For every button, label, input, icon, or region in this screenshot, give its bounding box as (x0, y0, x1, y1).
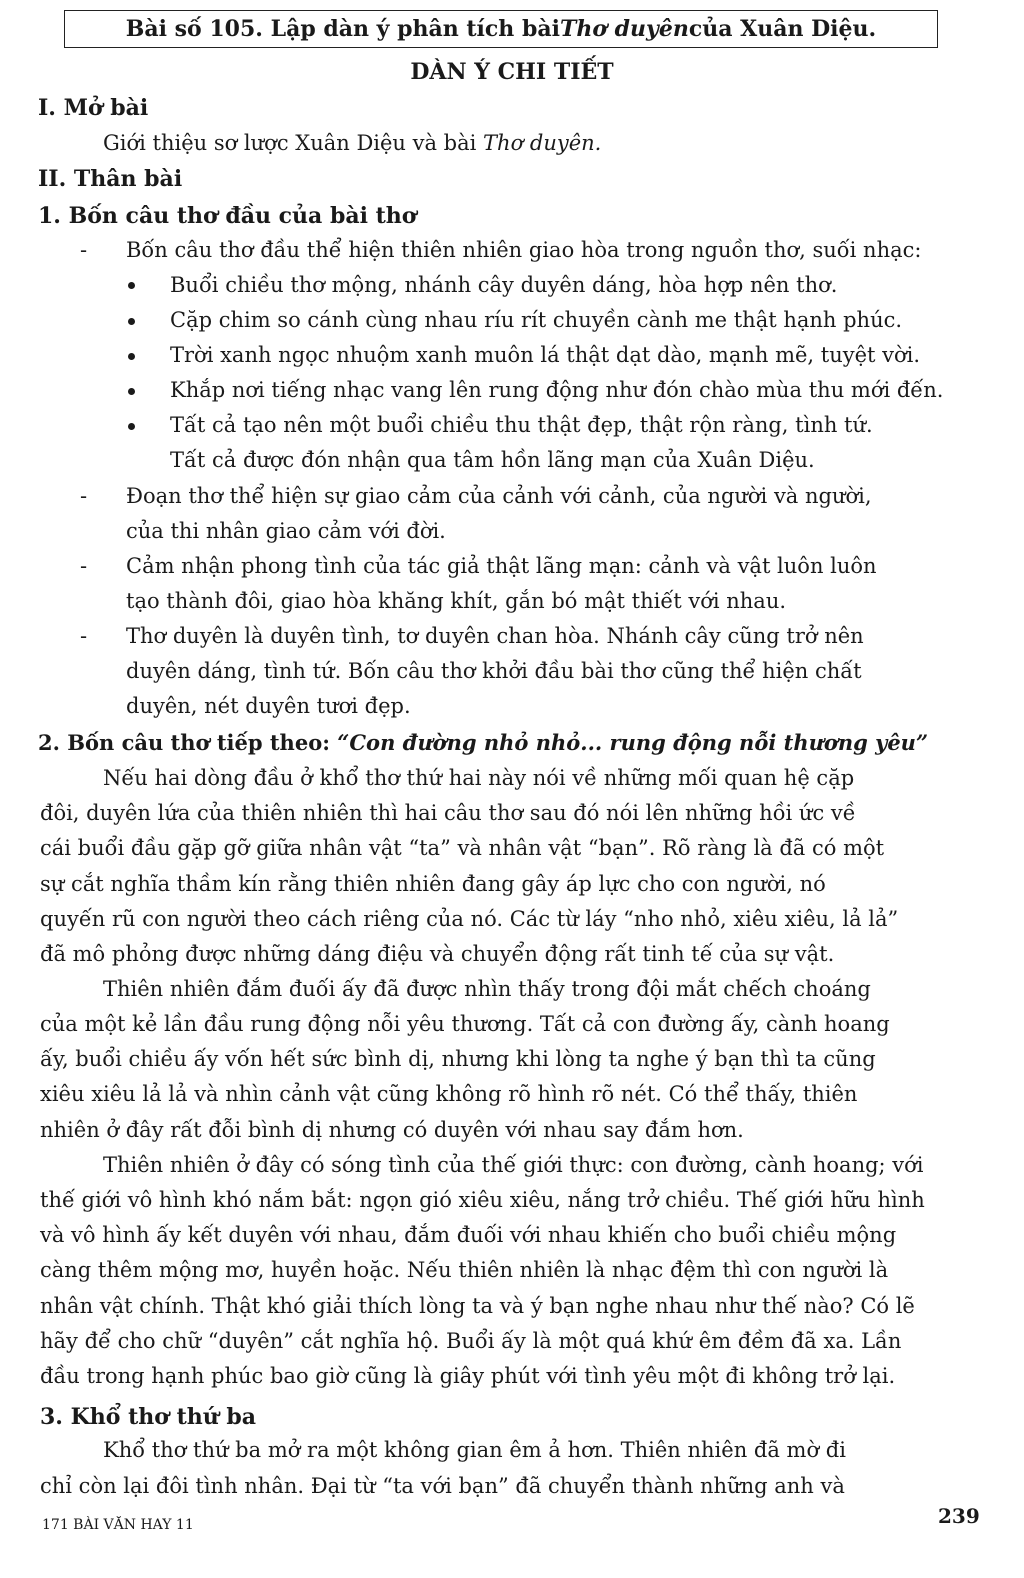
dash-marker: - (80, 484, 88, 508)
part1-bullet-continuation: Tất cả được đón nhận qua tâm hồn lãng mạn của Xuân Diệu. (170, 448, 815, 472)
title-text-italic: Thơ duyên (559, 16, 689, 42)
heading-than-bai: II. Thân bài (38, 166, 183, 192)
bullet-dot (128, 388, 135, 395)
part1-dash3-line1: Cảm nhận phong tình của tác giả thật lãng mạn: cảnh và vật luôn luôn (126, 554, 877, 578)
part2-para2-line: ấy, buổi chiều ấy vốn hết sức bình dị, nhưng khi lòng ta nghe ý bạn thì ta cũng (40, 1047, 876, 1071)
part1-dash4-line3: duyên, nét duyên tươi đẹp. (126, 694, 411, 718)
bullet-dot (128, 423, 135, 430)
part2-para3-line: và vô hình ấy kết duyên với nhau, đắm đuối với nhau khiến cho buổi chiều mộng (40, 1223, 897, 1247)
part1-dash2-line1: Đoạn thơ thể hiện sự giao cảm của cảnh với cảnh, của người và người, (126, 484, 872, 508)
part2-para1-line: Nếu hai dòng đầu ở khổ thơ thứ hai này nói về những mối quan hệ cặp (103, 766, 855, 790)
part2-para3-line: càng thêm mộng mơ, huyền hoặc. Nếu thiên nhiên là nhạc đệm thì con người là (40, 1258, 889, 1282)
part2-para2-line: nhiên ở đây rất đỗi bình dị nhưng có duyên với nhau say đắm hơn. (40, 1118, 744, 1142)
part2-para3-line: thế giới vô hình khó nắm bắt: ngọn gió xiêu xiêu, nắng trở chiều. Thế giới hữu hình (40, 1188, 925, 1212)
heading-mo-bai: I. Mở bài (38, 95, 149, 121)
title-text-post: của Xuân Diệu. (688, 16, 877, 42)
section-subtitle: DÀN Ý CHI TIẾT (410, 59, 614, 85)
heading-part-2-pre: 2. Bốn câu thơ tiếp theo: (38, 730, 338, 755)
mo-bai-text-italic: Thơ duyên. (483, 131, 602, 155)
part1-bullet-5: Tất cả tạo nên một buổi chiều thu thật đẹp, thật rộn ràng, tình tứ. (170, 413, 873, 437)
part2-para2-line: xiêu xiêu lả lả và nhìn cảnh vật cũng không rõ hình rõ nét. Có thể thấy, thiên (40, 1082, 858, 1106)
part1-dash4-line1: Thơ duyên là duyên tình, tơ duyên chan hòa. Nhánh cây cũng trở nên (126, 624, 864, 648)
part2-para2-line: của một kẻ lần đầu rung động nỗi yêu thương. Tất cả con đường ấy, cành hoang (40, 1012, 890, 1036)
page-number: 239 (938, 1504, 980, 1528)
title-text-pre: Bài số 105. Lập dàn ý phân tích bài (125, 16, 560, 42)
part2-para3-line: đầu trong hạnh phúc bao giờ cũng là giây phút với tình yêu một đi không trở lại. (40, 1364, 896, 1388)
part1-dash4-line2: duyên dáng, tình tứ. Bốn câu thơ khởi đầu bài thơ cũng thể hiện chất (126, 659, 862, 683)
mo-bai-text (103, 131, 601, 155)
heading-part-2-quote: “Con đường nhỏ nhỏ... rung động nỗi thương yêu” (337, 730, 929, 755)
dash-marker: - (80, 554, 88, 578)
part1-dash2-line2: của thi nhân giao cảm với đời. (126, 519, 446, 543)
part2-para3-line: Thiên nhiên ở đây có sóng tình của thế giới thực: con đường, cành hoang; với (103, 1153, 924, 1177)
part1-bullet-2: Cặp chim so cánh cùng nhau ríu rít chuyền cành me thật hạnh phúc. (170, 308, 903, 332)
dash-marker: - (80, 624, 88, 648)
part3-para1-line: chỉ còn lại đôi tình nhân. Đại từ “ta với bạn” đã chuyển thành những anh và (40, 1474, 845, 1498)
part2-para1-line: sự cắt nghĩa thầm kín rằng thiên nhiên đang gây áp lực cho con người, nó (40, 872, 826, 896)
bullet-dot (128, 282, 135, 289)
part2-para1-line: quyến rũ con người theo cách riêng của nó. Các từ láy “nho nhỏ, xiêu xiêu, lả lả” (40, 907, 899, 931)
part1-dash1: Bốn câu thơ đầu thể hiện thiên nhiên giao hòa trong nguồn thơ, suối nhạc: (126, 238, 922, 262)
part2-para3-line: hãy để cho chữ “duyên” cắt nghĩa hộ. Buổi ấy là một quá khứ êm đềm đã xa. Lần (40, 1329, 902, 1353)
bullet-dot (128, 318, 135, 325)
heading-part-1: 1. Bốn câu thơ đầu của bài thơ (38, 203, 417, 229)
part1-bullet-4: Khắp nơi tiếng nhạc vang lên rung động như đón chào mùa thu mới đến. (170, 378, 944, 402)
page-title-box (64, 10, 938, 48)
part2-para1-line: cái buổi đầu gặp gỡ giữa nhân vật “ta” và nhân vật “bạn”. Rõ ràng là đã có một (40, 836, 885, 860)
part2-para1-line: đôi, duyên lứa của thiên nhiên thì hai câu thơ sau đó nói lên những hồi ức về (40, 801, 856, 825)
book-title-footer: 171 BÀI VĂN HAY 11 (42, 1517, 194, 1533)
part1-bullet-3: Trời xanh ngọc nhuộm xanh muôn lá thật dạt dào, mạnh mẽ, tuyệt vời. (170, 343, 921, 367)
heading-part-2 (38, 731, 928, 755)
part2-para2-line: Thiên nhiên đắm đuối ấy đã được nhìn thấy trong đội mắt chếch choáng (103, 977, 871, 1001)
bullet-dot (128, 353, 135, 360)
part1-dash3-line2: tạo thành đôi, giao hòa khăng khít, gắn bó mật thiết với nhau. (126, 589, 787, 613)
mo-bai-text-pre: Giới thiệu sơ lược Xuân Diệu và bài (103, 131, 484, 155)
part1-bullet-1: Buổi chiều thơ mộng, nhánh cây duyên dáng, hòa hợp nên thơ. (170, 273, 838, 297)
dash-marker: - (80, 238, 88, 262)
heading-part-3: 3. Khổ thơ thứ ba (40, 1404, 257, 1430)
part3-para1-line: Khổ thơ thứ ba mở ra một không gian êm ả hơn. Thiên nhiên đã mờ đi (103, 1438, 846, 1462)
part2-para1-line: đã mô phỏng được những dáng điệu và chuyển động rất tinh tế của sự vật. (40, 942, 835, 966)
part2-para3-line: nhân vật chính. Thật khó giải thích lòng ta và ý bạn nghe nhau như thế nào? Có lẽ (40, 1294, 915, 1318)
